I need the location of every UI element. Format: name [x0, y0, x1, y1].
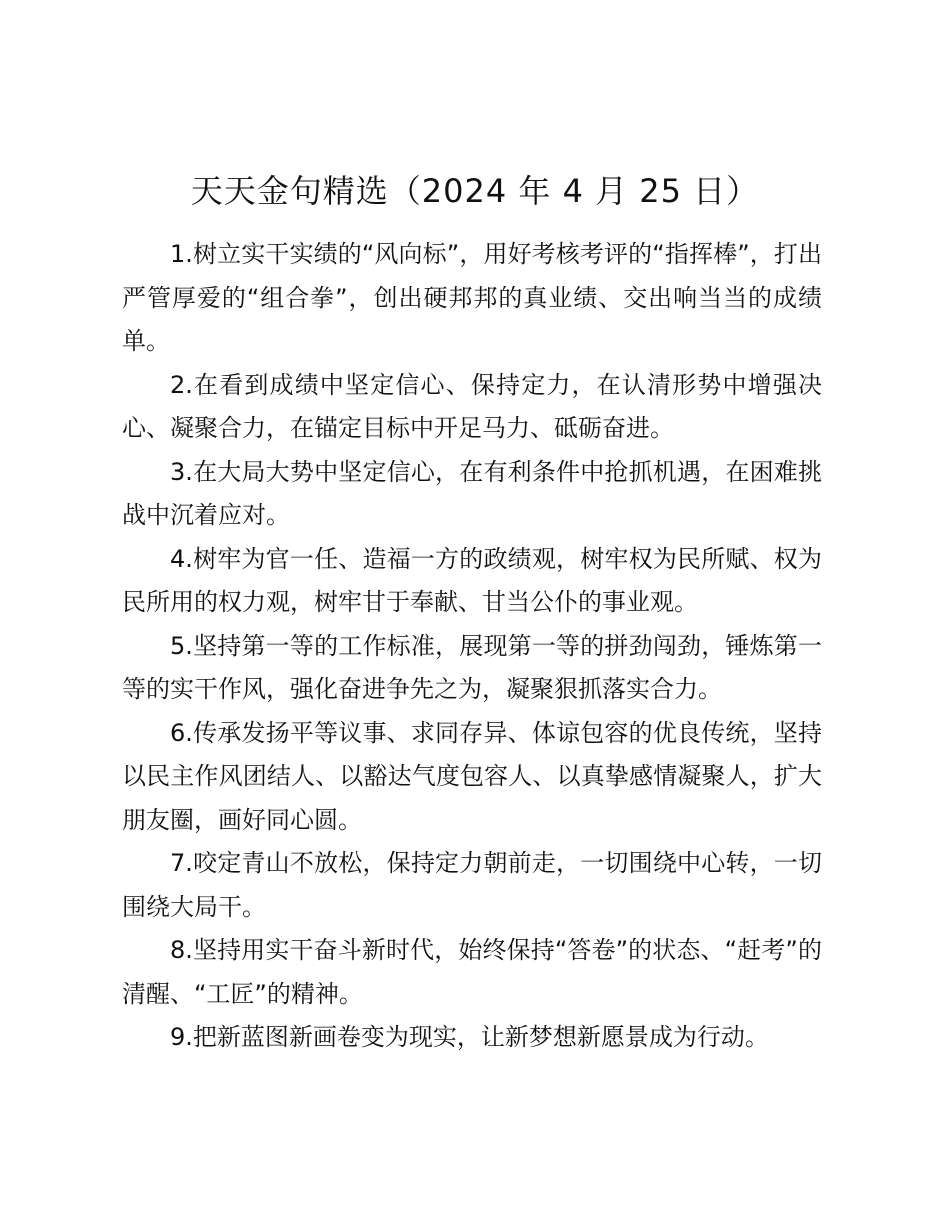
quote-paragraph-1: 1.树立实干实绩的“风向标”，用好考核考评的“指挥棒”，打出严管厚爱的“组合拳”，创出硬邦邦的真业绩、交出响当当的成绩单。 [122, 240, 822, 355]
quote-paragraph-6: 6.传承发扬平等议事、求同存异、体谅包容的优良传统，坚持以民主作风团结人、以豁达气度包容人、以真挚感情凝聚人，扩大朋友圈，画好同心圆。 [122, 718, 822, 834]
document-body [122, 233, 822, 1060]
quote-paragraph-4: 4.树牢为官一任、造福一方的政绩观，树牢权为民所赋、权为民所用的权力观，树牢甘于奉献、甘当公仆的事业观。 [122, 544, 822, 616]
quote-paragraph-3: 3.在大局大势中坚定信心，在有利条件中抢抓机遇，在困难挑战中沉着应对。 [122, 457, 822, 529]
quote-paragraph-8: 8.坚持用实干奋斗新时代，始终保持“答卷”的状态、“赶考”的清醒、“工匠”的精神。 [122, 936, 822, 1008]
quote-paragraph-5: 5.坚持第一等的工作标准，展现第一等的拼劲闯劲，锤炼第一等的实干作风，强化奋进争先之为，凝聚狠抓落实合力。 [122, 631, 822, 703]
quote-paragraph-7: 7.咬定青山不放松，保持定力朝前走，一切围绕中心转，一切围绕大局干。 [122, 849, 822, 921]
quote-paragraph-2: 2.在看到成绩中坚定信心、保持定力，在认清形势中增强决心、凝聚合力，在锚定目标中开足马力、砥砺奋进。 [122, 370, 822, 442]
document-title: 天天金句精选（2024 年 4 月 25 日） [190, 172, 760, 210]
quote-paragraph-9: 9.把新蓝图新画卷变为现实，让新梦想新愿景成为行动。 [170, 1023, 769, 1051]
